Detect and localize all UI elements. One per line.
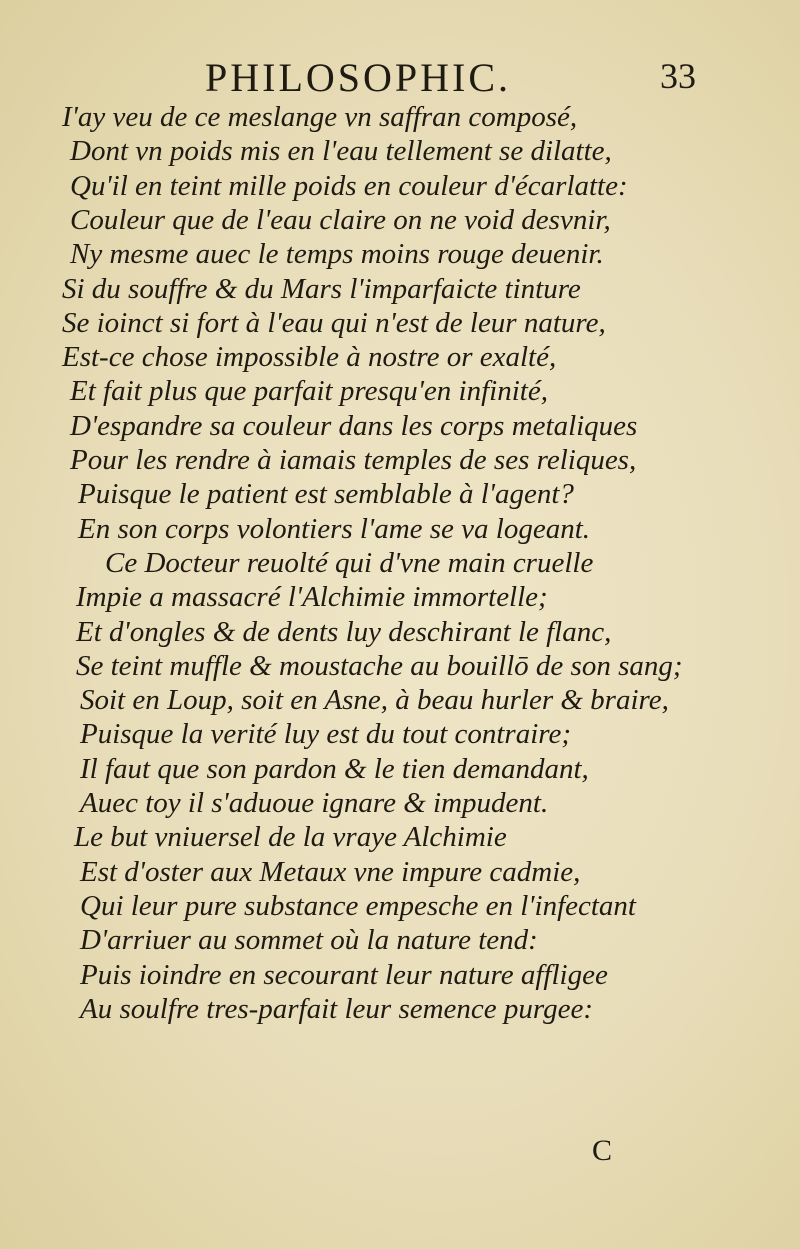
verse-line: Puisque le patient est semblable à l'agent?: [78, 478, 574, 511]
verse-line: Puisque la verité luy est du tout contraire;: [80, 718, 572, 751]
verse-line: D'espandre sa couleur dans les corps metaliques: [70, 409, 638, 442]
verse-line: Puis ioindre en secourant leur nature affligee: [80, 958, 608, 991]
verse-line: Qui leur pure substance empesche en l'infectant: [80, 889, 636, 922]
verse-line: Et d'ongles & de dents luy deschirant le flanc,: [76, 615, 612, 648]
running-title: PHILOSOPHIC.: [205, 55, 512, 100]
verse-line: Couleur que de l'eau claire on ne void desvnir,: [70, 203, 611, 236]
signature-mark: C: [592, 1134, 613, 1167]
verse-line: I'ay veu de ce meslange vn saffran composé,: [62, 101, 578, 133]
verse-line: Si du souffre & du Mars l'imparfaicte tinture: [62, 272, 581, 305]
verse-line: En son corps volontiers l'ame se va logeant.: [78, 512, 591, 545]
page-number: 33: [660, 56, 696, 96]
verse-line: Le but vniuersel de la vraye Alchimie: [74, 821, 507, 854]
verse-line: Auec toy il s'aduoue ignare & impudent.: [80, 787, 549, 819]
verse-line: Au soulfre tres-parfait leur semence purgee:: [80, 992, 594, 1025]
verse-line: Dont vn poids mis en l'eau tellement se dilatte,: [70, 135, 612, 168]
verse-line: D'arriuer au sommet où la nature tend:: [80, 924, 538, 957]
verse-line: Et fait plus que parfait presqu'en infinité,: [70, 375, 548, 408]
verse-line: Il faut que son pardon & le tien demandant,: [80, 752, 589, 785]
verse-line: Impie a massacré l'Alchimie immortelle;: [76, 581, 548, 614]
verse-line: Est d'oster aux Metaux vne impure cadmie,: [80, 855, 581, 888]
verse-line: Est-ce chose impossible à nostre or exalté,: [62, 341, 557, 374]
verse-line: Se ioinct si fort à l'eau qui n'est de leur nature,: [62, 306, 606, 339]
verse-line: Ce Docteur reuolté qui d'vne main cruelle: [105, 546, 594, 579]
verse-line: Ny mesme auec le temps moins rouge deuenir.: [70, 238, 604, 271]
verse-line: Pour les rendre à iamais temples de ses reliques,: [70, 444, 637, 476]
verse-line: Qu'il en teint mille poids en couleur d'écarlatte:: [70, 169, 628, 202]
verse-line: Soit en Loup, soit en Asne, à beau hurler & braire,: [80, 684, 669, 717]
verse-line: Se teint muffle & moustache au bouillō de son sang;: [76, 649, 683, 682]
